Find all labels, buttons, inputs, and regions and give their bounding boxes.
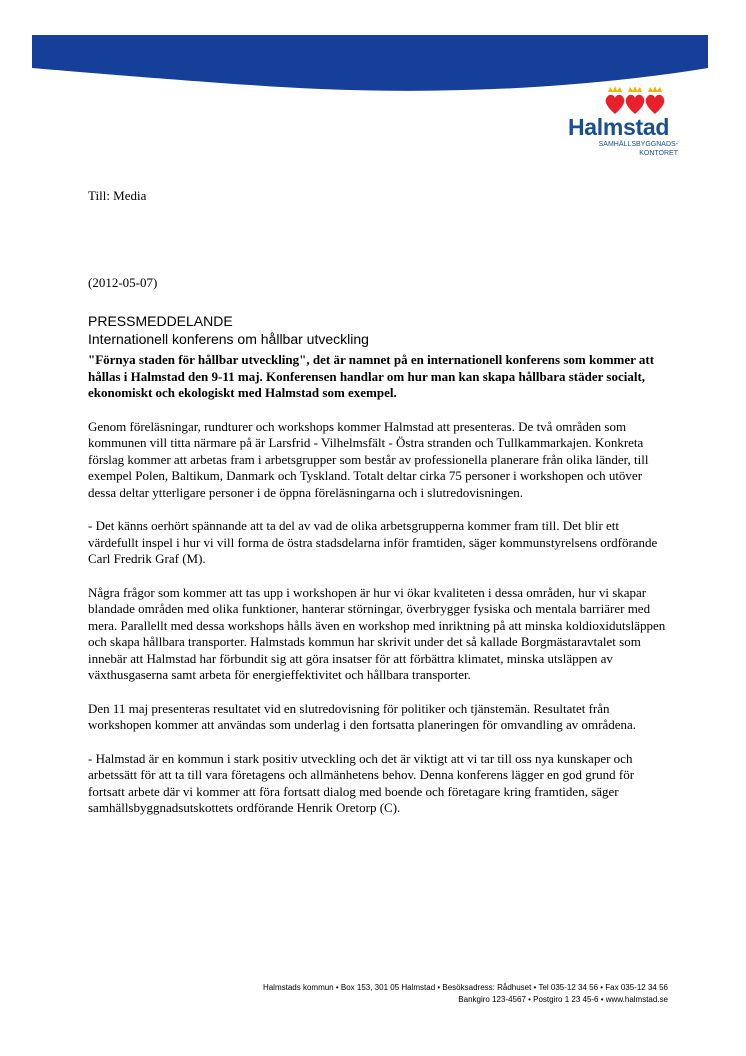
body-paragraph: - Halmstad är en kommun i stark positiv utveckling och det är viktigt att vi tar till oss nya kunskaper och arbetssätt för att ta till vara företagens och allmänhetens behov. Denna konferens lägger en god grund för fortsatt arbete där vi kommer att föra fortsatt dialog med boende och företagare kring framtiden, säger samhällsbyggnadsutskottets ordförande Henrik Oretorp (C). — [88, 750, 635, 815]
body-paragraph: Den 11 maj presenteras resultatet vid en slutredovisning för politiker och tjänstemän. Resultatet från workshopen kommer att användas som underlag i den fortsatta planeringen för omvandling av områdena. — [88, 700, 637, 732]
crown-hearts-icon — [604, 86, 670, 116]
footer-contact-line: Halmstads kommun • Box 153, 301 05 Halmstad • Besöksadress: Rådhuset • Tel 035-12 34 56 • Fax 035-12 34 56 — [262, 983, 668, 992]
logo-wordmark: Halmstad — [568, 114, 670, 140]
logo-department-line2: KONTORET — [639, 150, 678, 157]
logo-department — [560, 140, 678, 158]
footer-payment-line: Bankgiro 123-4567 • Postgiro 1 23 45-6 • www.halmstad.se — [458, 995, 668, 1004]
page-title: Internationell konferens om hållbar utveckling — [88, 331, 369, 347]
logo-department-line1: SAMHÄLLSBYGGNADS- — [598, 141, 678, 148]
recipient: Till: Media — [88, 188, 147, 203]
body-paragraph: - Det känns oerhört spännande att ta del av vad de olika arbetsgrupperna kommer fram till. Det blir ett värdefullt inspel i hur vi vill forma de östra stadsdelarna inför framtiden, säger kommunstyrelsens ordförande Carl Fredrik Graf (M). — [88, 518, 658, 566]
body-paragraph: Genom föreläsningar, rundturer och workshops kommer Halmstad att presenteras. De två områden som kommunen vill titta närmare på är Larsfrid - Vilhelmsfält - Östra stranden och Tullkammarkajen. Konkreta förslag kommer att arbetas fram i arbetsgrupper som består av professionella planerare från olika länder, till exempel Polen, Baltikum, Danmark och Tyskland. Totalt deltar cirka 75 personer i workshopen och utöver dessa deltar ytterligare personer i de öppna föreläsningarna och i slutredovisningen. — [88, 418, 649, 500]
halmstad-logo — [560, 86, 690, 176]
document-type: PRESSMEDDELANDE — [88, 313, 233, 329]
date: (2012-05-07) — [88, 275, 158, 290]
lead-paragraph: "Förnya staden för hållbar utveckling", det är namnet på en internationell konferens som kommer att hållas i Halmstad den 9-11 maj. Konferensen handlar om hur man kan skapa hållbara städer socialt, ekonomiskt och ekologiskt med Halmstad som exempel. — [88, 352, 655, 400]
press-release-body — [88, 352, 668, 834]
body-paragraph: Några frågor som kommer att tas upp i workshopen är hur vi ökar kvaliteten i dessa områden, hur vi skapar blandade områden med olika funktioner, hanterar störningar, överbrygger fysiska och mentala barriärer med mera. Parallellt med dessa workshops hålls även en workshop med inriktning på att minska koldioxidutsläppen och skapa hållbara transporter. Halmstads kommun har skrivit under det så kallade Borgmästaravtalet som innebär att Halmstad har förbundit sig att göra insatser för att förbättra klimatet, minska utsläppen av växthusgaserna samt arbeta för energieffektivitet och hållbara transporter. — [88, 584, 666, 682]
footer — [263, 982, 668, 1006]
